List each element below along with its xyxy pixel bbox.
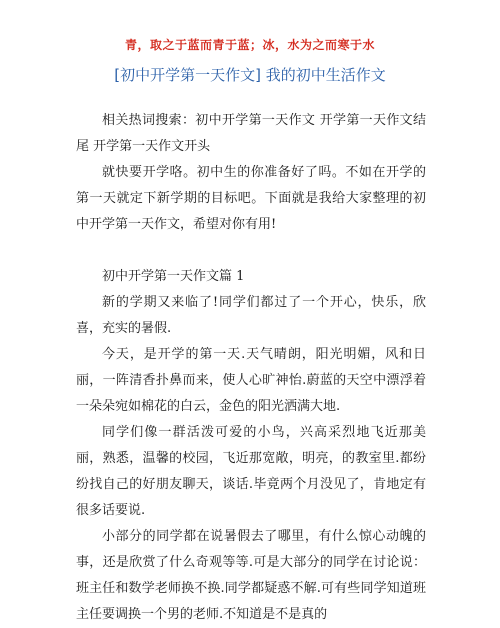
- body-paragraph: 同学们像一群活泼可爱的小鸟，兴高采烈地飞近那美丽，熟悉，温馨的校园，飞近那宽敞，明亮，的教室里.都纷纷找自己的好朋友聊天，谈话.毕竟两个月没见了，肯地定有很多话要说.: [76, 425, 426, 518]
- body-paragraph: 今天，是开学的第一天.天气晴朗，阳光明媚，风和日丽，一阵清香扑鼻而来，使人心旷神怡.蔚蓝的天空中漂浮着一朵朵宛如棉花的白云，金色的阳光洒满大地.: [76, 347, 426, 414]
- section-heading: 初中开学第一天作文篇 1: [102, 269, 245, 284]
- related-keywords-paragraph: 相关热词搜索：初中开学第一天作文 开学第一天作文结尾 开学第一天作文开头: [76, 113, 426, 154]
- body-paragraph: 小部分的同学都在说暑假去了哪里，有什么惊心动魄的事，还是欣赏了什么奇观等等.可是大部分的同学在讨论说：班主任和数学老师换不换.同学都疑惑不解.可有些同学知道班主任要调换一个男的老师.不知道是不是真的: [76, 529, 426, 622]
- article-body: [76, 108, 426, 628]
- intro-paragraph: 就快要开学咯。初中生的你准备好了吗。不如在开学的第一天就定下新学期的目标吧。下面就是我给大家整理的初中开学第一天作文，希望对你有用!: [76, 165, 426, 232]
- article-title: [初中开学第一天作文] 我的初中生活作文: [114, 66, 386, 84]
- header-quote: 青，取之于蓝而青于蓝；冰，水为之而寒于水: [124, 38, 375, 52]
- body-paragraph: 新的学期又来临了!同学们都过了一个开心，快乐，欣喜，充实的暑假.: [76, 295, 426, 336]
